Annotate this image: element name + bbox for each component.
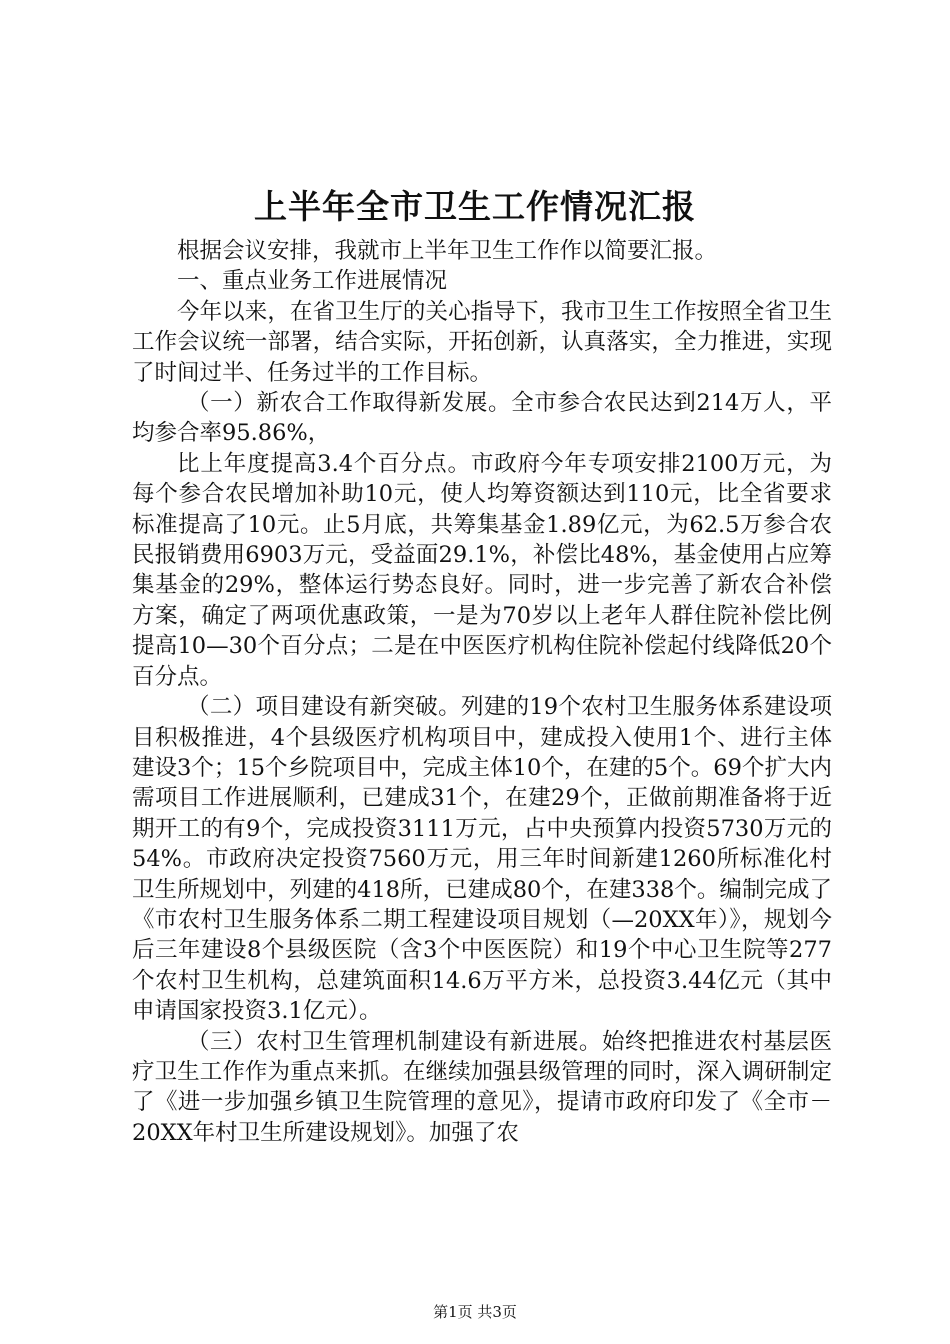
- paragraph-overview: 今年以来，在省卫生厅的关心指导下，我市卫生工作按照全省卫生工作会议统一部署，结合实际，开拓创新，认真落实，全力推进，实现了时间过半、任务过半的工作目标。: [132, 298, 832, 386]
- paragraph-subsection-2: （二）项目建设有新突破。列建的19个农村卫生服务体系建设项目积极推进，4个县级医疗机构项目中，建成投入使用1个、进行主体建设3个；15个乡院项目中，完成主体10个，在建的5个。69个扩大内需项目工作进展顺利，已建成31个，在建29个，正做前期准备将于近期开工的有9个，完成投资3111万元，占中央预算内投资5730万元的54%。市政府决定投资7560万元，用三年时间新建1260所标准化村卫生所规划中，列建的418所，已建成80个，在建338个。编制完成了《市农村卫生服务体系二期工程建设项目规划（—20XX年）》，规划今后三年建设8个县级医院（含3个中医医院）和19个中心卫生院等277个农村卫生机构，总建筑面积14.6万平方米，总投资3.44亿元（其中申请国家投资3.1亿元）。: [132, 694, 832, 1025]
- paragraph-subsection-1: （一）新农合工作取得新发展。全市参合农民达到214万人，平均参合率95.86%，: [132, 390, 832, 447]
- page-number-footer: 第1页 共3页: [433, 1303, 517, 1321]
- document-body: [132, 236, 832, 1148]
- section-heading-1: 一、重点业务工作进展情况: [177, 268, 448, 295]
- paragraph-subsection-1-detail: 比上年度提高3.4个百分点。市政府今年专项安排2100万元，为每个参合农民增加补助10元，使人均筹资额达到110元，比全省要求标准提高了10元。止5月底，共筹集基金1.89亿元，为62.5万参合农民报销费用6903万元，受益面29.1%，补偿比48%，基金使用占应筹集基金的29%，整体运行势态良好。同时，进一步完善了新农合补偿方案，确定了两项优惠政策，一是为70岁以上老年人群住院补偿比例提高10—30个百分点；二是在中医医疗机构住院补偿起付线降低20个百分点。: [132, 450, 832, 690]
- paragraph-subsection-3: （三）农村卫生管理机制建设有新进展。始终把推进农村基层医疗卫生工作作为重点来抓。在继续加强县级管理的同时，深入调研制定了《进一步加强乡镇卫生院管理的意见》，提请市政府印发了《全市－20XX年村卫生所建设规划》。加强了农: [132, 1028, 832, 1146]
- document-title: 上半年全市卫生工作情况汇报: [254, 187, 696, 226]
- paragraph-intro: 根据会议安排，我就市上半年卫生工作作以简要汇报。: [177, 238, 718, 264]
